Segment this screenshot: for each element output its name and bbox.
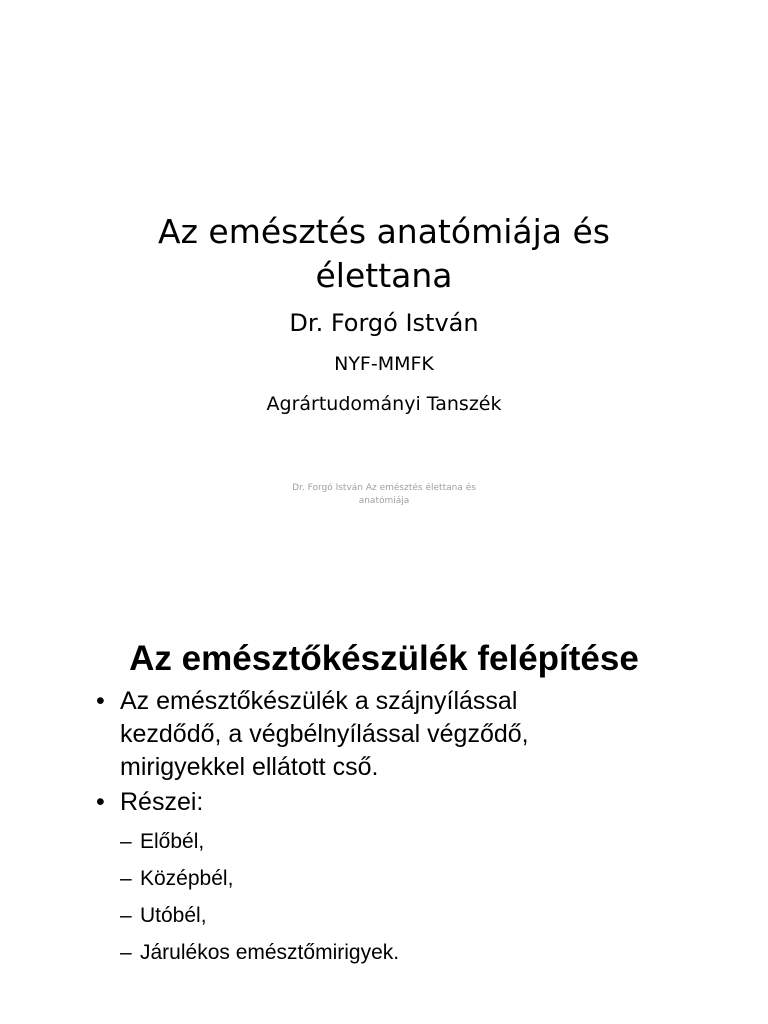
content-slide	[0, 540, 768, 1024]
bullet-item	[96, 685, 736, 784]
sub-bullet-item	[120, 823, 736, 860]
sub-bullet-list	[120, 823, 736, 971]
institution: NYF-MMFK	[334, 353, 434, 375]
sub-bullet-item	[120, 934, 736, 971]
bullet-item	[96, 786, 736, 971]
sub-bullet-item	[120, 897, 736, 934]
dash-marker: –	[120, 867, 132, 890]
department: Agrártudományi Tanszék	[266, 393, 502, 415]
slide-footer-line-1: Dr. Forgó István Az emésztés élettana és	[292, 483, 476, 493]
bullet-text-line: Az emésztőkészülék a szájnyílással	[120, 687, 518, 715]
presentation-title-line-2: élettana	[315, 256, 453, 296]
presentation-title-line-1: Az emésztés anatómiája és	[158, 212, 610, 252]
dash-marker: –	[120, 941, 132, 964]
sub-bullet-text: Járulékos emésztőmirigyek.	[140, 941, 400, 964]
dash-marker: –	[120, 904, 132, 927]
bullet-text-line: kezdődő, a végbélnyílással végződő,	[120, 720, 529, 748]
sub-bullet-item	[120, 860, 736, 897]
bullet-text-line: mirigyekkel ellátott cső.	[120, 753, 379, 781]
dash-marker: –	[120, 830, 132, 853]
sub-bullet-text: Középbél,	[140, 867, 234, 890]
author-name: Dr. Forgó István	[289, 309, 479, 337]
bullet-text-line: Részei:	[120, 788, 204, 816]
slide-footer-line-2: anatómiája	[358, 496, 410, 506]
bullet-marker: •	[96, 788, 105, 816]
bullet-marker: •	[96, 687, 105, 715]
sub-bullet-text: Előbél,	[140, 830, 205, 853]
bullet-list	[96, 685, 736, 973]
slide-footer	[234, 482, 534, 508]
sub-bullet-text: Utóbél,	[140, 904, 207, 927]
presentation-title	[0, 210, 768, 298]
slide-title: Az emésztőkészülék felépítése	[129, 639, 639, 679]
